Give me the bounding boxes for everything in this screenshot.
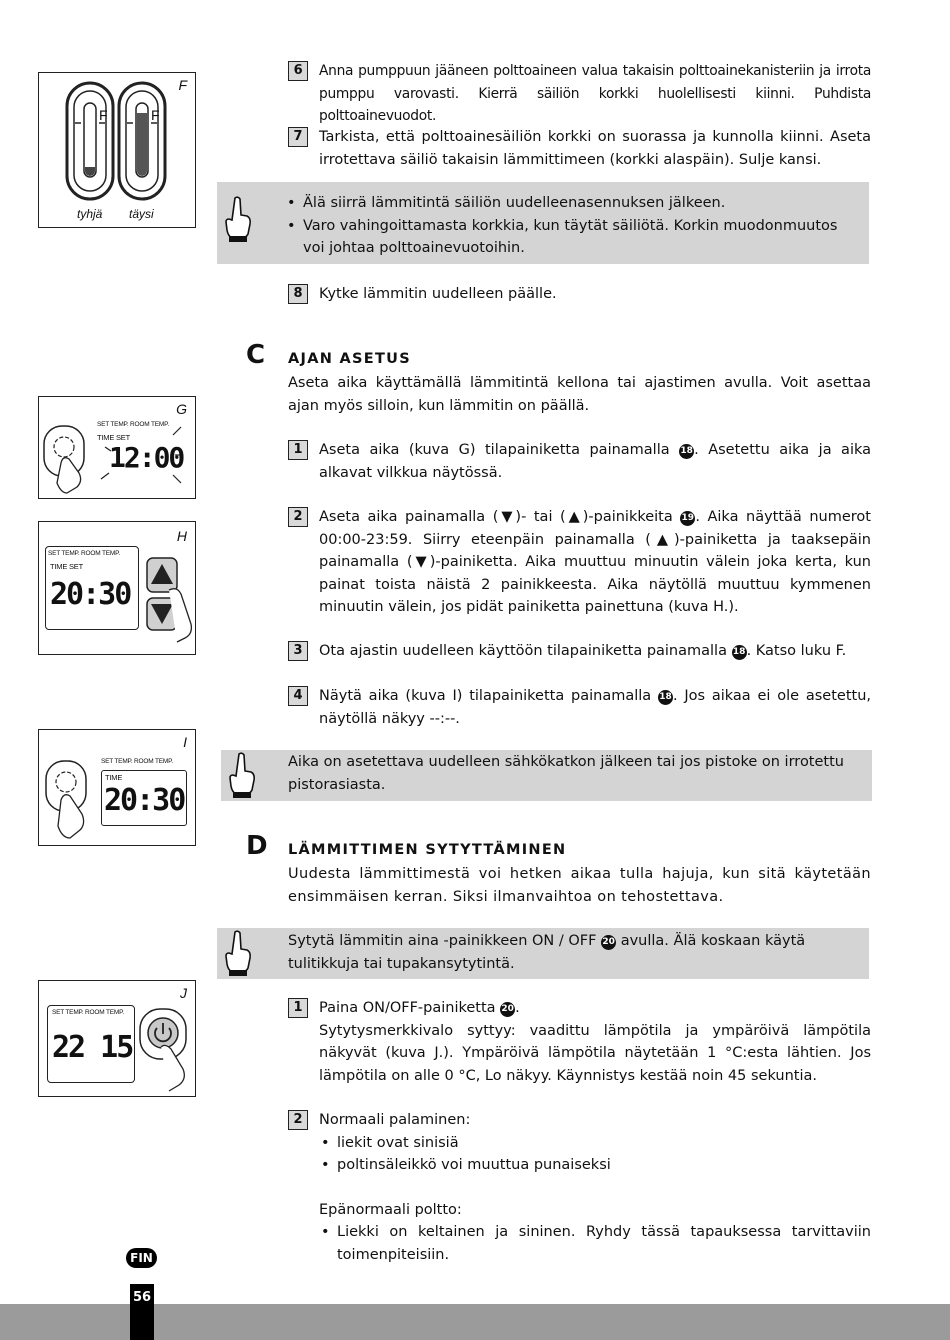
step-number: 6 — [288, 61, 308, 81]
figure-h — [38, 521, 196, 655]
lcd-display — [99, 756, 189, 836]
step-number: 1 — [288, 998, 308, 1018]
step-number: 4 — [288, 686, 308, 706]
figure-i — [38, 729, 196, 846]
step-8 — [288, 283, 871, 306]
button-ref-20: 20 — [500, 1002, 515, 1017]
info-note — [221, 750, 872, 801]
warning-note — [217, 928, 869, 979]
step-number: 1 — [288, 440, 308, 460]
lcd-top-label: SET TEMP. ROOM TEMP. — [48, 550, 120, 557]
abnormal-burning-title: Epänormaali poltto: — [319, 1201, 462, 1218]
label-empty: tyhjä — [77, 207, 103, 221]
step-number: 3 — [288, 641, 308, 661]
section-title-d: LÄMMITTIMEN SYTYTTÄMINEN — [288, 842, 567, 858]
step-text: Anna pumppuun jääneen polttoaineen valua takaisin polttoainekanisteriin ja irrota pumppu varovasti. Kierrä säiliön korkki huolellisesti kiinni. Puhdista polttoainevuodot. — [319, 63, 871, 124]
page-number-tab — [130, 1284, 154, 1340]
gauge-empty — [67, 83, 113, 199]
figure-g — [38, 396, 196, 499]
section-d-intro: Uudesta lämmittimestä voi hetken aikaa tulla hajuja, kun sitä käytetään ensimmäisen kerran. Siksi ilmanvaihtoa on tehostettava. — [288, 866, 871, 905]
section-c-intro: Aseta aika käyttämällä lämmitintä kellona tai ajastimen avulla. Voit asettaa ajan myös silloin, kun lämmitin on päällä. — [288, 375, 871, 414]
note-text: Sytytä lämmitin aina -painikkeen ON / OFF 20 avulla. Älä koskaan käytä tulitikkuja tai tupakansytytintä. — [288, 933, 806, 972]
step-text: Tarkista, että polttoainesäiliön korkki on suorassa ja kunnolla kiinni. Aseta irrotettava säiliö takaisin lämmittimeen (korkki alaspäin). Sulje kansi. — [319, 129, 871, 168]
up-down-buttons-icon — [143, 554, 195, 654]
step-6 — [288, 60, 871, 128]
button-ref-19: 19 — [680, 511, 695, 526]
figure-letter: H — [176, 528, 187, 544]
normal-burning-title: Normaali palaminen: — [319, 1112, 471, 1128]
step-number: 7 — [288, 127, 308, 147]
lcd-top-label: SET TEMP. ROOM TEMP. — [101, 758, 173, 765]
step-text: Kytke lämmitin uudelleen päälle. — [319, 286, 557, 302]
step-detail: Sytytysmerkkivalo syttyy: vaadittu lämpötila ja ympäröivä lämpötila näkyvät (kuva J.). Ympäröivä lämpötila näytetään 1 °C:esta lähtien. Jos lämpötila on alle 0 °C, Lo näkyy. Käynnistys kestää noin 45 sekuntia. — [319, 1022, 871, 1084]
figure-letter: G — [176, 401, 187, 417]
note-item: • Älä siirrä lämmitintä säiliön uudelleenasennuksen jälkeen. — [285, 192, 851, 215]
step-number: 8 — [288, 284, 308, 304]
button-ref-18: 18 — [658, 690, 673, 705]
step-c3: 3 Ota ajastin uudelleen käyttöön tilapainiketta painamalla 18. Katso luku F. — [288, 640, 871, 663]
lcd-display — [47, 1005, 135, 1083]
figure-j — [38, 980, 196, 1097]
button-ref-20: 20 — [601, 935, 616, 950]
section-title-c: AJAN ASETUS — [288, 351, 412, 367]
list-item: • poltinsäleikkö voi muuttua punaiseksi — [319, 1154, 871, 1177]
gauge-full — [119, 83, 165, 199]
abnormal-burning-list — [319, 1221, 871, 1266]
step-c4: 4 Näytä aika (kuva I) tilapainiketta painamalla 18. Jos aikaa ei ole asetettu, näytöllä näkyy --:--. — [288, 685, 871, 730]
button-ref-18: 18 — [679, 444, 694, 459]
label-full: täysi — [129, 207, 154, 221]
language-badge: FIN — [126, 1248, 157, 1268]
lcd-top-label: SET TEMP. ROOM TEMP. — [52, 1009, 124, 1016]
step-d2 — [288, 1109, 871, 1266]
gauge-f-mark-empty: F — [99, 107, 108, 123]
step-7 — [288, 126, 871, 171]
pointing-hand-icon — [227, 752, 257, 800]
lcd-time-digits: 20:30 — [50, 577, 131, 612]
note-item: • Varo vahingoittamasta korkkia, kun täytät säiliötä. Korkin muodonmuutos voi johtaa polttoainevuotoihin. — [285, 215, 851, 260]
section-letter-d: D — [246, 831, 268, 861]
section-letter-c: C — [246, 340, 266, 370]
fuel-gauge-illustration — [53, 77, 183, 207]
figure-letter: J — [180, 985, 187, 1001]
figure-letter: I — [183, 734, 187, 750]
note-list — [285, 192, 851, 260]
lcd-temp-digits: 22 15 — [52, 1030, 133, 1065]
mode-button-press-icon — [41, 423, 91, 495]
figure-letter: F — [178, 77, 187, 93]
normal-burning-list — [319, 1132, 871, 1177]
lcd-display — [91, 417, 189, 489]
pointing-hand-icon — [223, 196, 253, 244]
step-number: 2 — [288, 507, 308, 527]
pointing-hand-icon — [223, 930, 253, 978]
lcd-sub-label: TIME SET — [97, 433, 130, 442]
lcd-sub-label: TIME — [105, 773, 123, 782]
warning-note — [217, 182, 869, 264]
page-number: 56 — [132, 1290, 152, 1305]
lcd-time-digits: 12:00 — [109, 441, 184, 474]
lcd-display — [45, 546, 139, 630]
power-button-press-icon — [137, 1003, 193, 1093]
list-item: • Liekki on keltainen ja sininen. Ryhdy tässä tapauksessa tarvittaviin toimenpiteisiin. — [319, 1221, 871, 1266]
step-d1: 1 Paina ON/OFF-painiketta 20. Sytytysmerkkivalo syttyy: vaadittu lämpötila ja ympäröivä lämpötila näkyvät (kuva J.). Ympäröivä lämpötila näytetään 1 °C:esta lähtien. Jos lämpötila on alle 0 °C, Lo näkyy. Käynnistys kestää noin 45 sekuntia. — [288, 997, 871, 1087]
lcd-top-label: SET TEMP. ROOM TEMP. — [97, 421, 169, 428]
button-ref-18: 18 — [732, 645, 747, 660]
mode-button-press-icon — [43, 758, 95, 844]
figure-f — [38, 72, 196, 228]
step-number: 2 — [288, 1110, 308, 1130]
step-c2: 2 Aseta aika painamalla (▼)- tai (▲)-painikkeita 19. Aika näyttää numerot 00:00-23:59. Siirry eteenpäin painamalla (▲)-painiketta ja taaksepäin painamalla (▼)-painiketta. Aika muuttuu minuutin välein joka kerta, kun painat toista näistä 2 painikkeesta. Aika näytöllä muuttuu kymmenen minuutin välein, jos pidät painiketta painettuna (kuva H.). — [288, 506, 871, 619]
gauge-f-mark-full: F — [151, 107, 160, 123]
lcd-sub-label: TIME SET — [50, 562, 83, 571]
list-item: • liekit ovat sinisiä — [319, 1132, 871, 1155]
note-text: Aika on asetettava uudelleen sähkökatkon jälkeen tai jos pistoke on irrotettu pistorasiasta. — [288, 754, 844, 793]
step-c1: 1 Aseta aika (kuva G) tilapainiketta painamalla 18. Asetettu aika ja aika alkavat vilkkua näytössä. — [288, 439, 871, 484]
lcd-time-digits: 20:30 — [104, 783, 185, 818]
